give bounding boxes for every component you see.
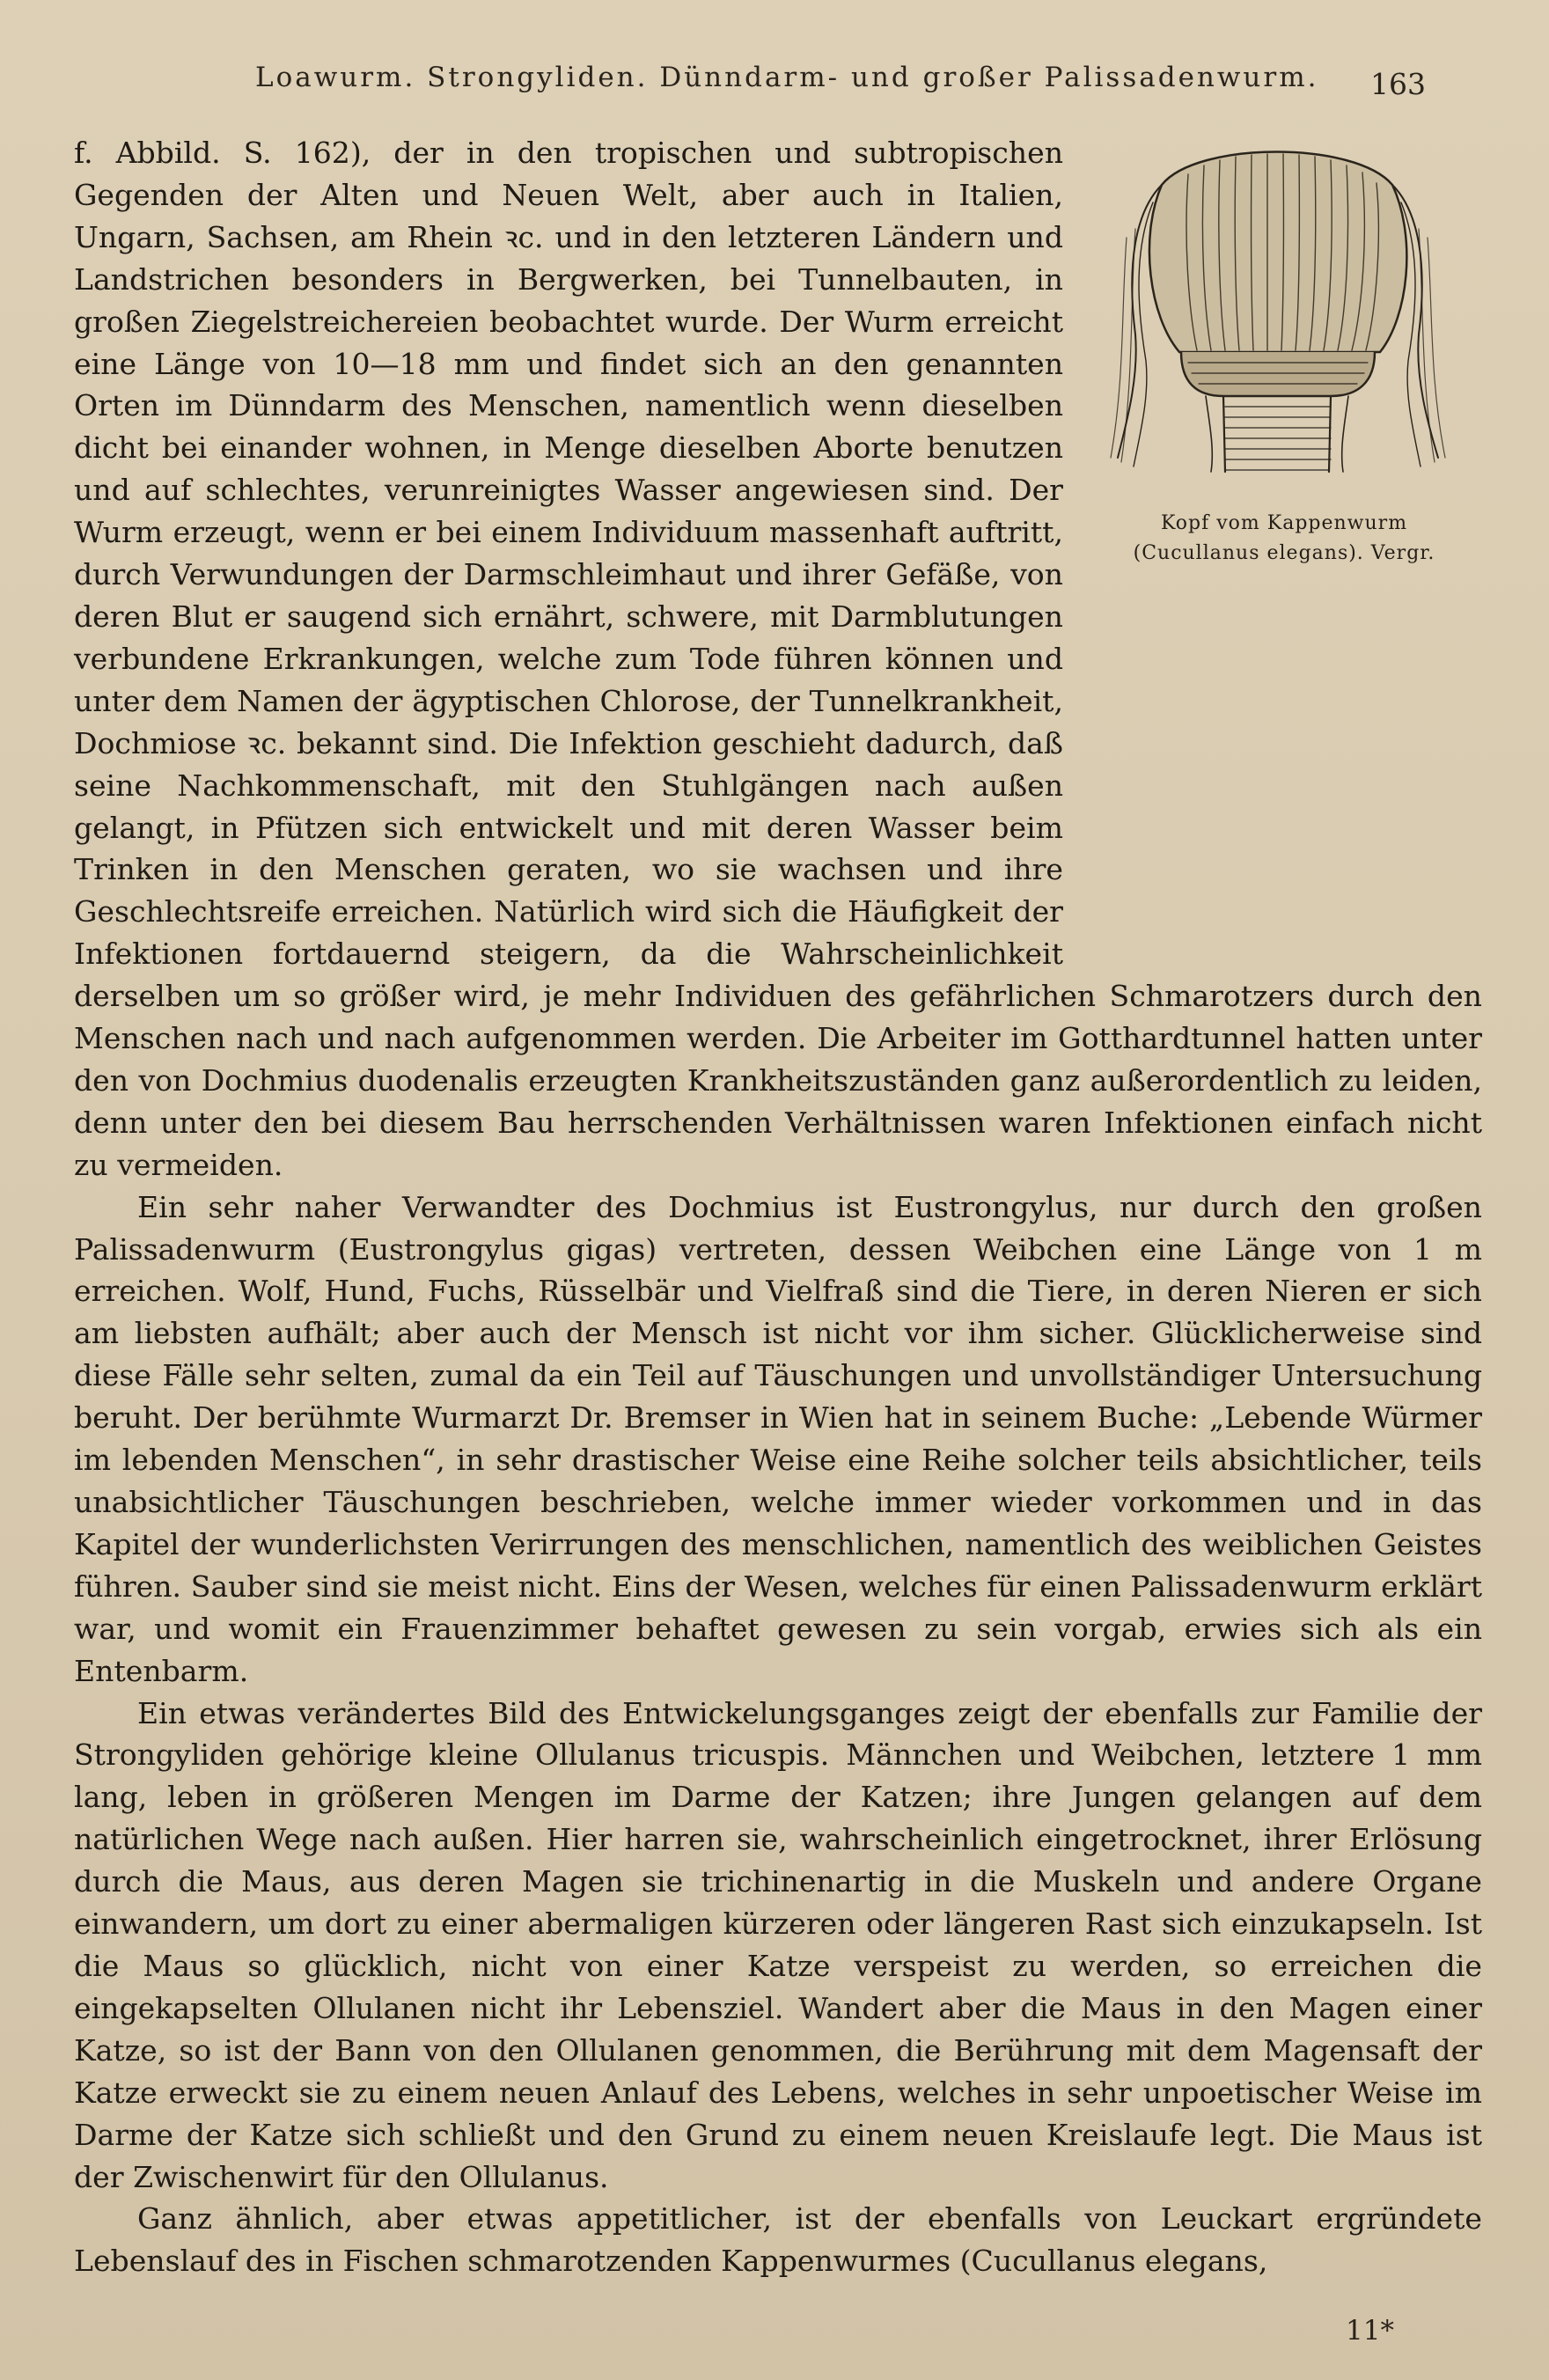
caption-line-2: (Cucullanus elegans). Vergr. [1133, 542, 1435, 564]
figure-caption [1095, 509, 1473, 569]
paragraph-1: f. Abbild. S. 162), der in den tropischen und subtropischen Gegenden der Alten und Neuen Welt, aber auch in Italien, Ungarn, Sachsen, am Rhein ꝛc. und in den letzteren Ländern und Landstrichen besonders in Bergwerken, bei Tunnelbauten, in großen Ziegelstreichereien beobachtet wurde. Der Wurm erreicht eine Länge von 10—18 mm und findet sich an den genannten Orten im Dünndarm des Menschen, namentlich wenn dieselben dicht bei einander wohnen, in Menge dieselben Aborte benutzen und auf schlechtes, verunreinigtes Wasser angewiesen sind. Der Wurm erzeugt, wenn er bei einem Individuum massenhaft auftritt, durch Verwundungen der Darmschleimhaut und ihrer Gefäße, von deren Blut er saugend sich ernährt, schwere, mit Darmblutungen verbundene Erkrankungen, welche zum Tode führen können und unter dem Namen der ägyptischen Chlorose, der Tunnelkrankheit, Dochmiose ꝛc. bekannt sind. Die Infektion geschieht dadurch, daß seine Nachkommenschaft, mit den Stuhlgängen nach außen gelangt, in Pfützen sich entwickelt und mit deren Wasser beim Trinken in den Menschen geraten, wo sie wachsen und ihre Geschlechtsreife erreichen. Natürlich wird sich die Häufigkeit der Infektionen fortdauernd steigern, da die Wahrscheinlichkeit derselben um so größer wird, je mehr Individuen des gefährlichen Schmarotzers durch den Menschen nach und nach aufgenommen werden. Die Arbeiter im Gotthardtunnel hatten unter den von Dochmius duodenalis erzeugten Krankheitszuständen ganz außerordentlich zu leiden, denn unter den bei diesem Bau herrschenden Verhältnissen waren Infektionen einfach nicht zu vermeiden. [74, 136, 1482, 1182]
signature-mark: 11* [1346, 2315, 1394, 2347]
worm-head-engraving [1100, 132, 1456, 475]
page-header [62, 62, 1487, 114]
figure-cucullanus-head [1095, 132, 1482, 965]
paragraph-3: Ein etwas verändertes Bild des Entwickelungsganges zeigt der ebenfalls zur Familie der Strongyliden gehörige kleine Ollulanus tricuspis. Männchen und Weibchen, letztere 1 mm lang, leben in größeren Mengen im Darme der Katzen; ihre Jungen gelangen auf dem natürlichen Wege nach außen. Hier harren sie, wahrscheinlich eingetrocknet, ihrer Erlösung durch die Maus, aus deren Magen sie trichinenartig in die Muskeln und andere Organe einwandern, um dort zu einer abermaligen kürzeren oder längeren Rast sich einzukapseln. Ist die Maus so glücklich, nicht von einer Katze verspeist zu werden, so erreichen die eingekapselten Ollulanen nicht ihr Lebensziel. Wandert aber die Maus in den Magen einer Katze, so ist der Bann von den Ollulanen genommen, die Berührung mit dem Magensaft der Katze erweckt sie zu einem neuen Anlauf des Lebens, welches in sehr unpoetischer Weise im Darme der Katze sich schließt und den Grund zu einem neuen Kreislaufe legt. Die Maus ist der Zwischenwirt für den Ollulanus. [74, 1695, 1482, 2194]
paragraph-2: Ein sehr naher Verwandter des Dochmius ist Eustrongylus, nur durch den großen Palissadenwurm (Eustrongylus gigas) vertreten, dessen Weibchen eine Länge von 1 m erreichen. Wolf, Hund, Fuchs, Rüsselbär und Vielfraß sind die Tiere, in deren Nieren er sich am liebsten aufhält; aber auch der Mensch ist nicht vor ihm sicher. Glücklicherweise sind diese Fälle sehr selten, zumal da ein Teil auf Täuschungen und unvollständiger Untersuchung beruht. Der berühmte Wurmarzt Dr. Bremser in Wien hat in seinem Buche: „Lebende Würmer im lebenden Menschen“, in sehr drastischer Weise eine Reihe solcher teils absichtlicher, teils unabsichtlicher Täuschungen beschrieben, welche immer wieder vorkommen und in das Kapitel der wunderlichsten Verirrungen des menschlichen, namentlich des weiblichen Geistes führen. Sauber sind sie meist nicht. Eins der Wesen, welches für einen Palissadenwurm erklärt war, und womit ein Frauenzimmer behaftet gewesen zu sein vorgab, erwies sich als ein Entenbarm. [74, 1189, 1482, 1688]
running-head: Loawurm. Strongyliden. Dünndarm- und großer Palissadenwurm. [255, 62, 1319, 93]
paragraph-4: Ganz ähnlich, aber etwas appetitlicher, ist der ebenfalls von Leuckart ergründete Lebenslauf des in Fischen schmarotzenden Kappenwurmes (Cucullanus elegans, [74, 2201, 1482, 2279]
body-text [74, 132, 1482, 2282]
caption-line-1: Kopf vom Kappenwurm [1160, 512, 1408, 534]
page-number: 163 [1370, 67, 1426, 101]
